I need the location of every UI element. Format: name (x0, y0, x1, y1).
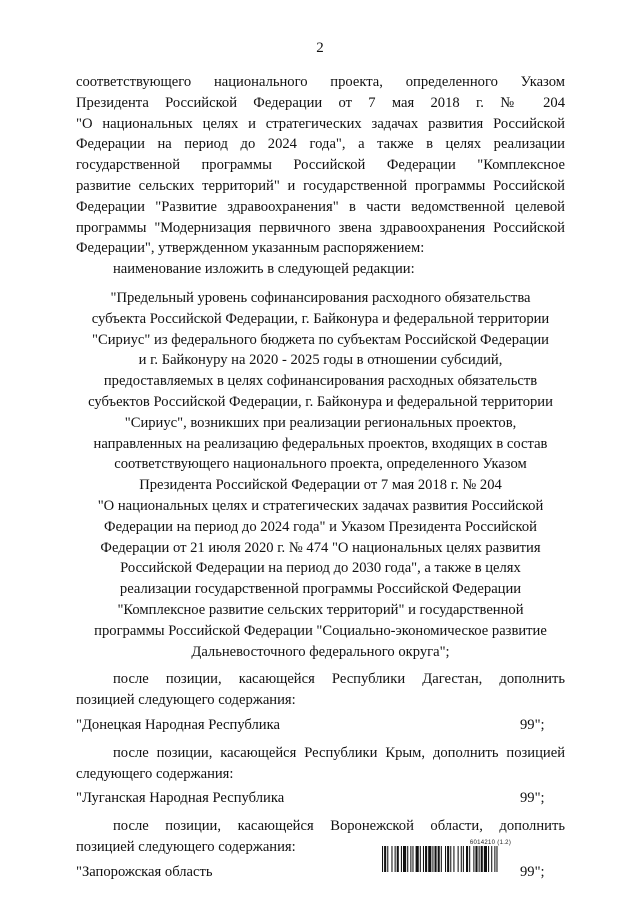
barcode-bar (382, 846, 383, 872)
quote-line: Президента Российской Федерации от 7 мая 2018 г. № 204 (139, 477, 502, 494)
quote-line: Российской Федерации на период до 2030 года", а также в целях (120, 560, 521, 577)
amendment-text: после позиции, касающейся Республики Крым, дополнить позицией (113, 744, 565, 761)
barcode-bar (387, 846, 388, 872)
barcode-image (382, 846, 565, 872)
text-line: Федерации на период до 2024 года", а также в целях реализации (76, 136, 565, 153)
text-line: "О национальных целях и стратегических задачах развития Российской (76, 115, 565, 132)
barcode-bar (453, 846, 454, 872)
barcode-bar (466, 846, 468, 872)
barcode-bar (469, 846, 470, 872)
text-line: государственной программы Российской Федерации "Комплексное (76, 157, 565, 174)
table-entry (76, 788, 565, 809)
amendment-text: позицией следующего содержания: (76, 692, 296, 709)
quote-line: "Сириус" из федерального бюджета по субъектам Российской Федерации (92, 331, 549, 348)
intro-paragraph (76, 72, 565, 259)
barcode-bar (420, 846, 421, 872)
barcode-bar (432, 846, 433, 872)
text-line: Федерации "Развитие здравоохранения" в части ведомственной целевой (76, 198, 565, 215)
quote-line: субъектов Российской Федерации, г. Байконура и федеральной территории (88, 393, 553, 410)
barcode-bar (488, 846, 489, 872)
quote-line: "Сириус", возникших при реализации региональных проектов, (124, 414, 517, 431)
barcode-bar (407, 846, 408, 872)
barcode-bar (410, 846, 411, 872)
barcode-bar (473, 846, 474, 872)
barcode-bar (458, 846, 459, 872)
text-line: программы "Модернизация первичного звена здравоохранения Российской (76, 219, 565, 236)
barcode-block (382, 840, 565, 872)
quoted-title (76, 288, 565, 662)
quote-line: Федерации на период до 2024 года" и Указом Президента Российской (104, 518, 537, 535)
barcode-bar (475, 846, 477, 872)
barcode-number: 6014210 (1.2) (469, 840, 512, 846)
barcode-bar (435, 846, 437, 872)
barcode-bar (445, 846, 446, 872)
amendment-donetsk (76, 669, 565, 735)
barcode-bar (447, 846, 449, 872)
barcode-bar (481, 846, 483, 872)
barcode-bar (479, 846, 480, 872)
barcode-bar (395, 846, 396, 872)
barcode-bar (391, 846, 392, 872)
amendment-text: после позиции, касающейся Республики Дагестан, дополнить (113, 671, 565, 688)
quote-line: "Комплексное развитие сельских территорий" и государственной (117, 601, 524, 618)
barcode-bar (416, 846, 419, 872)
page-number: 2 (316, 40, 324, 56)
entry-value: 99"; (520, 716, 545, 733)
barcode-bar (412, 846, 413, 872)
barcode-bar (397, 846, 399, 872)
quote-line: Федерации от 21 июля 2020 г. № 474 "О национальных целях развития (100, 539, 541, 556)
amendment-lugansk (76, 743, 565, 809)
entry-value: 99"; (520, 790, 545, 807)
text-line: Федерации", утвержденном указанным распоряжением: (76, 240, 425, 257)
quote-line: "О национальных целях и стратегических задачах развития Российской (97, 497, 544, 514)
document-body (76, 72, 565, 882)
barcode-bar (496, 846, 497, 872)
barcode-bar (425, 846, 427, 872)
quote-line: субъекта Российской Федерации, г. Байконура и федеральной территории (91, 310, 550, 327)
barcode-bar (441, 846, 442, 872)
amendment-text: позицией следующего содержания: (76, 838, 296, 855)
barcode-bar (428, 846, 431, 872)
quote-line: реализации государственной программы Российской Федерации (119, 581, 522, 598)
text-line: Президента Российской Федерации от 7 мая 2018 г. № 204 (76, 94, 565, 111)
quote-line: предоставляемых в целях софинансирования расходных обязательств (103, 373, 538, 390)
barcode-bar (463, 846, 464, 872)
barcode-bar (494, 846, 495, 872)
barcode-bar (491, 846, 492, 872)
text-line: развитие сельских территорий" и государственной программы Российской (76, 177, 565, 194)
text-line: соответствующего национального проекта, определенного Указом (76, 74, 565, 90)
barcode-bar (401, 846, 402, 872)
barcode-bar (450, 846, 451, 872)
entry-name: "Луганская Народная Республика (76, 790, 285, 807)
quote-line: и г. Байконуру на 2020 - 2025 годы в отношении субсидий, (138, 352, 503, 369)
barcode-bar (423, 846, 424, 872)
amendment-text: после позиции, касающейся Воронежской области, дополнить (113, 818, 565, 835)
quote-line: программы Российской Федерации "Социально-экономическое развитие (94, 622, 547, 639)
quote-line: соответствующего национального проекта, определенного Указом (114, 456, 527, 473)
quote-line: Дальневосточного федерального округа"; (191, 643, 450, 660)
barcode-bar (484, 846, 487, 872)
entry-value: 99"; (520, 863, 545, 880)
quote-line: направленных на реализацию федеральных проектов, входящих в состав (93, 435, 548, 452)
barcode-bar (403, 846, 406, 872)
amendment-text: следующего содержания: (76, 765, 234, 782)
entry-name: "Запорожская область (76, 863, 213, 880)
table-entry (76, 715, 565, 736)
instruction-line: наименование изложить в следующей редакции: (113, 261, 415, 278)
barcode-bar (461, 846, 462, 872)
quote-line: "Предельный уровень софинансирования расходного обязательства (110, 289, 531, 306)
barcode-bar (438, 846, 440, 872)
entry-name: "Донецкая Народная Республика (76, 716, 280, 733)
barcode-bar (384, 846, 386, 872)
